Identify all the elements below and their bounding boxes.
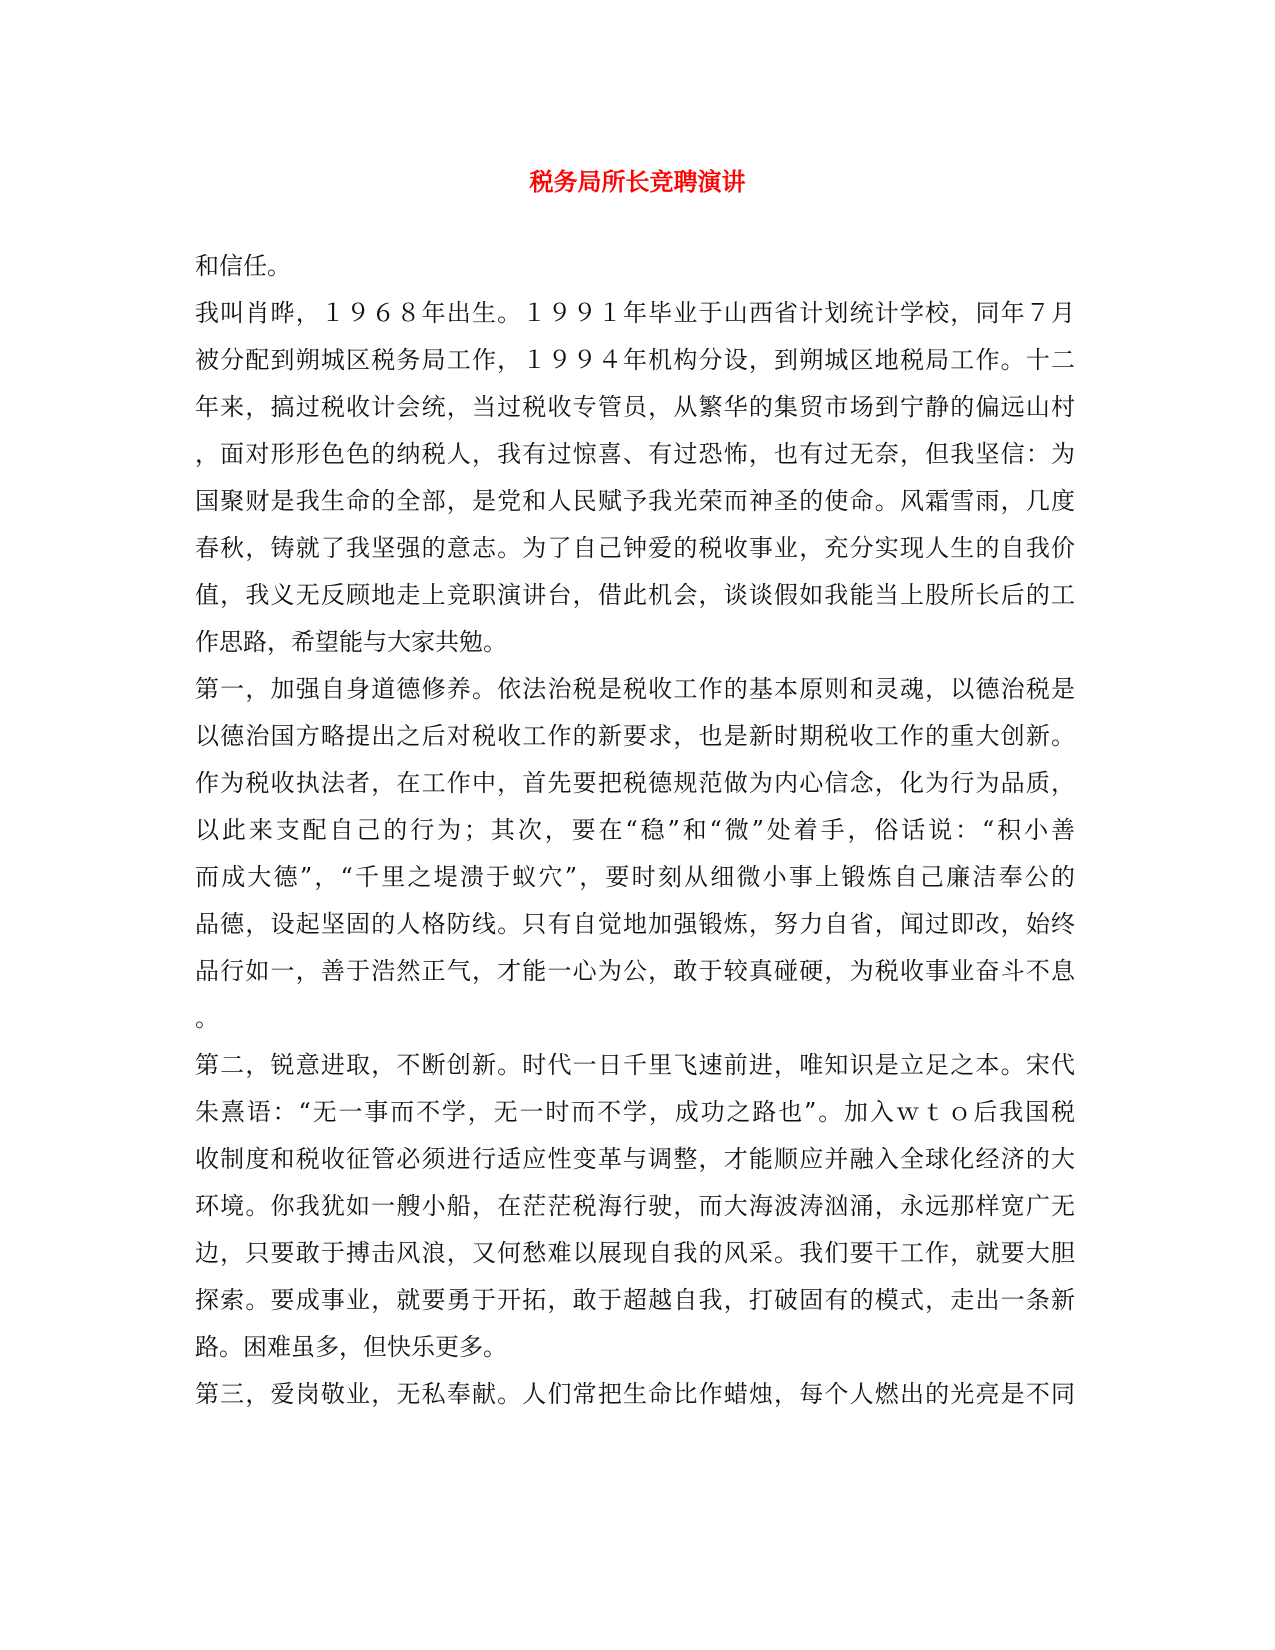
text-line: 而成大德”，“千里之堤溃于蚁穴”，要时刻从细微小事上锻炼自己廉洁奉公的: [195, 863, 1075, 891]
text-line: 。: [195, 1004, 219, 1032]
text-line: 我叫肖晔，１９６８年出生。１９９１年毕业于山西省计划统计学校，同年７月: [195, 299, 1075, 327]
text-line: 以此来支配自己的行为；其次，要在“稳”和“微”处着手，俗话说：“积小善: [195, 816, 1075, 844]
text-line: 品行如一，善于浩然正气，才能一心为公，敢于较真碰硬，为税收事业奋斗不息: [195, 957, 1075, 985]
text-line: 国聚财是我生命的全部，是党和人民赋予我光荣而神圣的使命。风霜雪雨，几度: [195, 487, 1075, 515]
text-line: ，面对形形色色的纳税人，我有过惊喜、有过恐怖，也有过无奈，但我坚信：为: [195, 440, 1075, 468]
text-line: 作为税收执法者，在工作中，首先要把税德规范做为内心信念，化为行为品质，: [195, 769, 1075, 797]
paragraph-point-one: [195, 666, 1075, 1042]
text-line: 作思路，希望能与大家共勉。: [195, 628, 507, 656]
text-line: 边，只要敢于搏击风浪，又何愁难以展现自我的风采。我们要干工作，就要大胆: [195, 1239, 1075, 1267]
text-line: 第一，加强自身道德修养。依法治税是税收工作的基本原则和灵魂，以德治税是: [195, 675, 1075, 703]
text-line: 品德，设起坚固的人格防线。只有自觉地加强锻炼，努力自省，闻过即改，始终: [195, 910, 1075, 938]
text-line: 被分配到朔城区税务局工作，１９９４年机构分设，到朔城区地税局工作。十二: [195, 346, 1075, 374]
text-line: 春秋，铸就了我坚强的意志。为了自己钟爱的税收事业，充分实现人生的自我价: [195, 534, 1075, 562]
paragraph-point-three: [195, 1371, 1075, 1418]
document-title: 税务局所长竞聘演讲: [529, 167, 746, 196]
text-line: 环境。你我犹如一艘小船，在茫茫税海行驶，而大海波涛汹涌，永远那样宽广无: [195, 1192, 1075, 1220]
text-line: 年来，搞过税收计会统，当过税收专管员，从繁华的集贸市场到宁静的偏远山村: [195, 393, 1075, 421]
text-line: 探索。要成事业，就要勇于开拓，敢于超越自我，打破固有的模式，走出一条新: [195, 1286, 1075, 1314]
paragraph-point-two: [195, 1042, 1075, 1371]
paragraph-introduction: [195, 290, 1075, 666]
document-body: [195, 243, 1075, 1418]
text-line: 和信任。: [195, 252, 291, 280]
text-line: 收制度和税收征管必须进行适应性变革与调整，才能顺应并融入全球化经济的大: [195, 1145, 1075, 1173]
text-line: 值，我义无反顾地走上竞职演讲台，借此机会，谈谈假如我能当上股所长后的工: [195, 581, 1075, 609]
paragraph-continuation: [195, 243, 1075, 290]
text-line: 第三，爱岗敬业，无私奉献。人们常把生命比作蜡烛，每个人燃出的光亮是不同: [195, 1380, 1075, 1408]
text-line: 以德治国方略提出之后对税收工作的新要求，也是新时期税收工作的重大创新。: [195, 722, 1075, 750]
text-line: 朱熹语：“无一事而不学，无一时而不学，成功之路也”。加入ｗｔｏ后我国税: [195, 1098, 1075, 1126]
text-line: 第二，锐意进取，不断创新。时代一日千里飞速前进，唯知识是立足之本。宋代: [195, 1051, 1075, 1079]
text-line: 路。困难虽多，但快乐更多。: [195, 1333, 507, 1361]
